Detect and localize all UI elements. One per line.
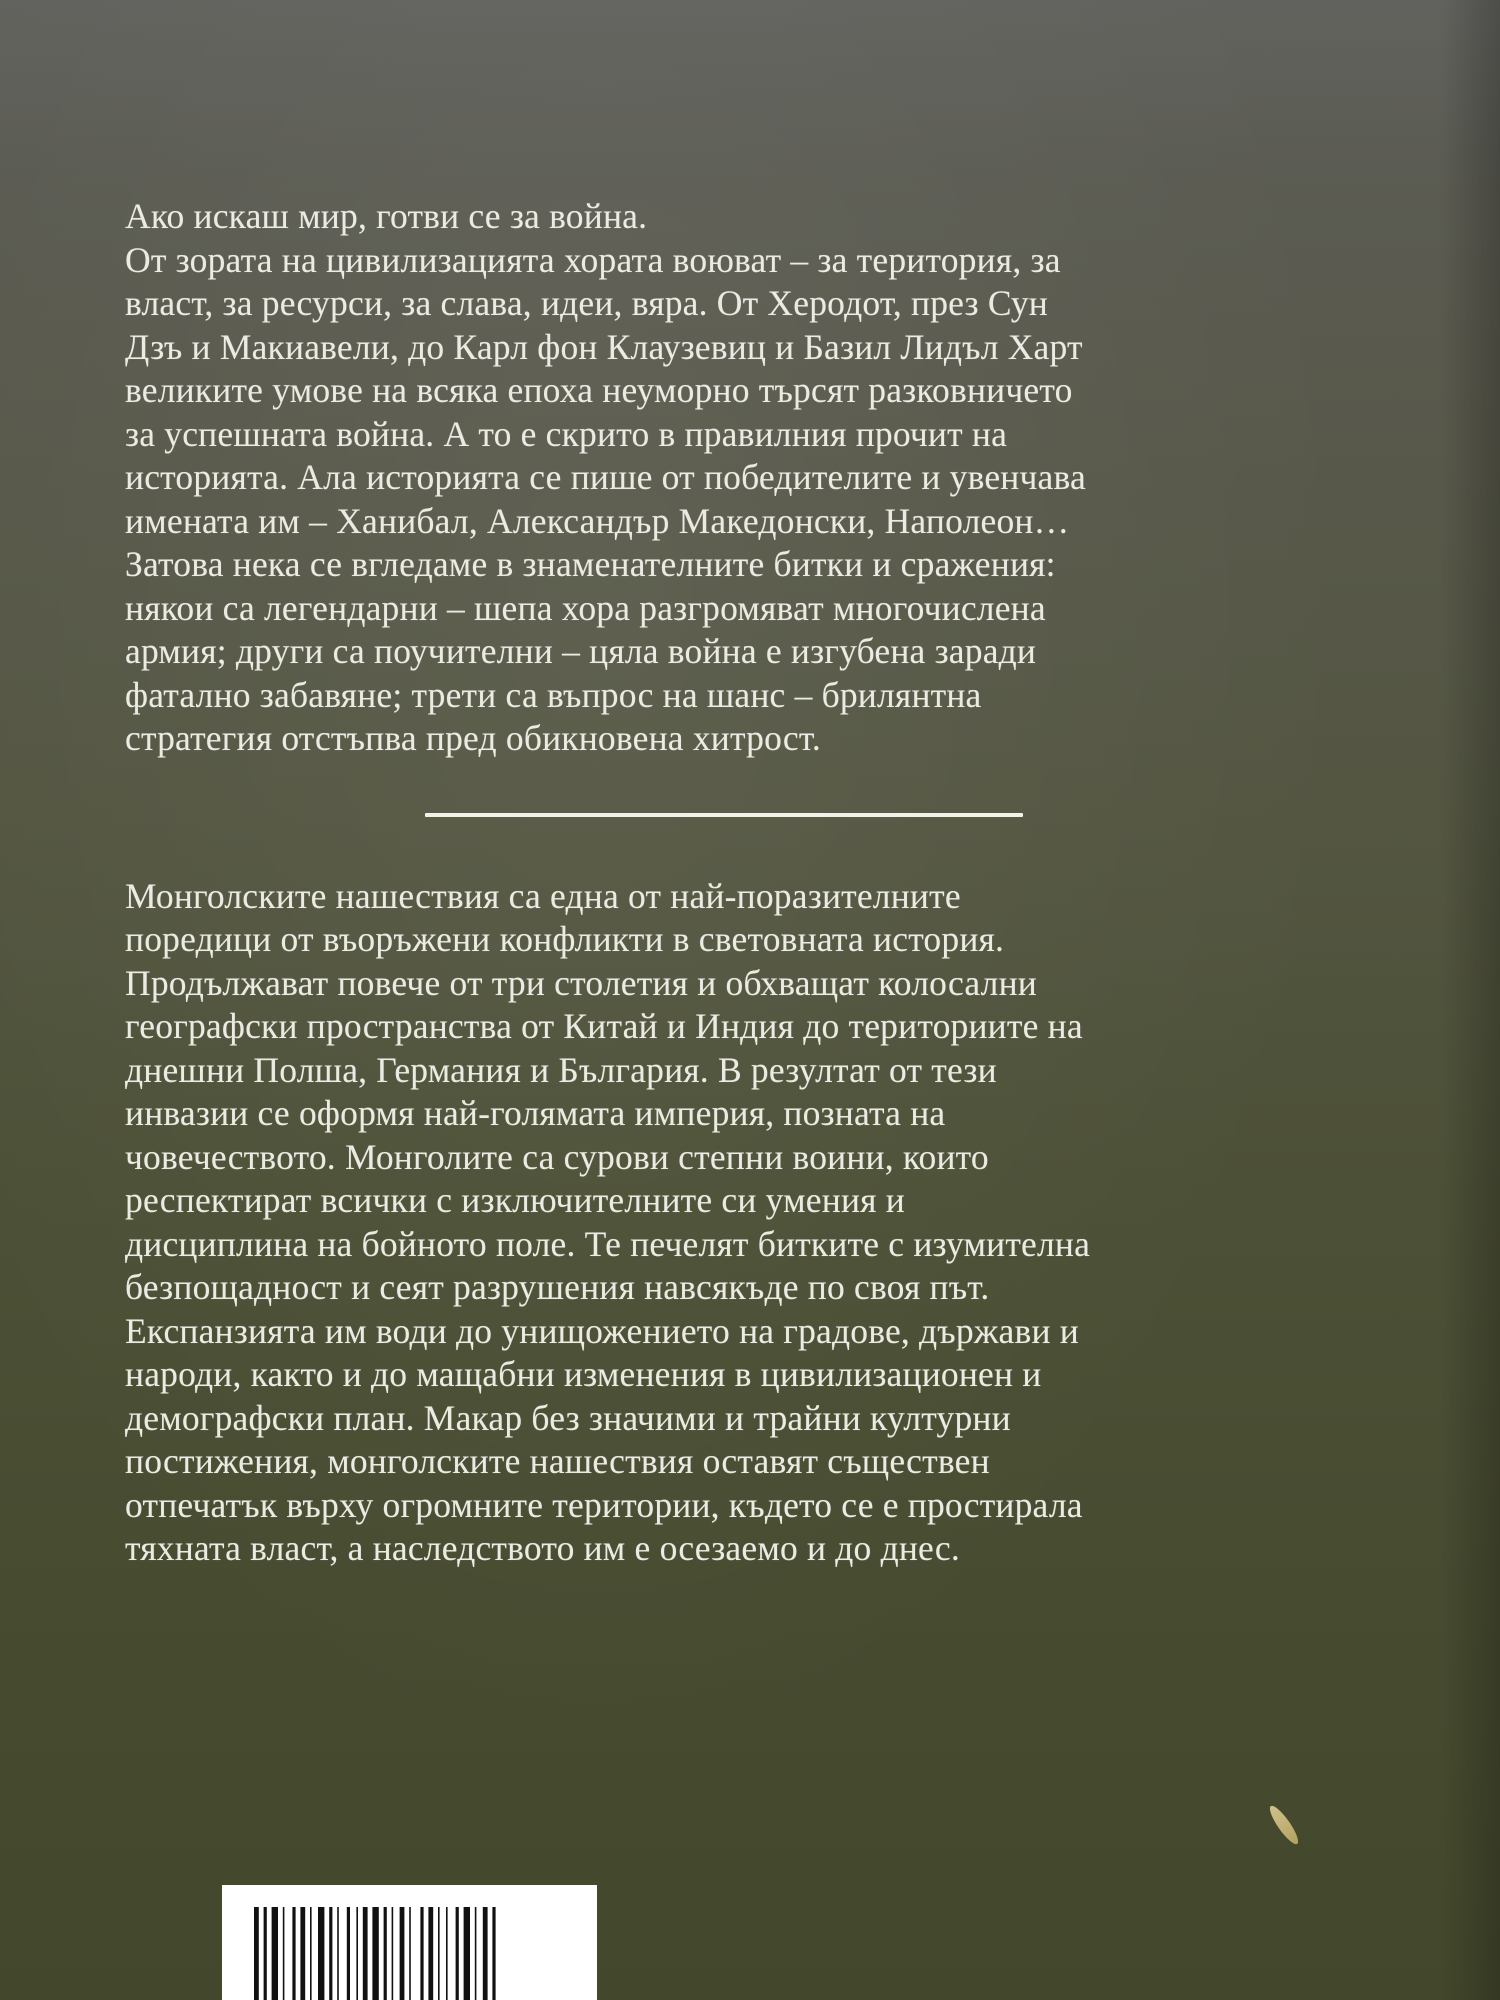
barcode-bar <box>464 1907 470 2000</box>
barcode-bar <box>438 1907 440 2000</box>
section-divider <box>425 813 1023 817</box>
barcode-bar <box>272 1907 278 2000</box>
barcode-bar <box>300 1907 305 2000</box>
barcode-bar <box>446 1907 448 2000</box>
barcode-bar <box>356 1907 358 2000</box>
barcode-bar <box>483 1907 488 2000</box>
book-edge-shadow <box>1440 0 1500 2000</box>
barcode-bar <box>409 1907 411 2000</box>
barcode-bar <box>329 1907 332 2000</box>
barcode-bar <box>363 1907 368 2000</box>
barcode-bar <box>428 1907 433 2000</box>
barcode-bar <box>347 1907 350 2000</box>
background-shade <box>0 0 1500 160</box>
barcode-bar <box>492 1907 495 2000</box>
barcode-bar <box>310 1907 312 2000</box>
barcode-bar <box>384 1907 387 2000</box>
barcode-bar <box>264 1907 267 2000</box>
barcode-bar <box>283 1907 285 2000</box>
barcode-bar <box>392 1907 394 2000</box>
barcode-label <box>222 1885 597 2000</box>
back-cover-text <box>125 195 1335 1571</box>
paragraph-mongol-invasions: Монголските нашествия са една от най-поразителните поредици от въоръжени конфликти в световната история. Продължават повече от три столетия и обхващат колосални географски пространства от Китай и Индия до териториите на днешни Полша, Германия и България. В резултат от тези инвазии се оформя най-голямата империя, позната на човечеството. Монголите са сурови степни воини, които респектират всички с изключителните си умения и дисциплина на бойното поле. Те печелят битките с изумителна безпощадност и сеят разрушения навсякъде по своя път. Експанзията им води до унищожението на градове, държави и народи, както и до мащабни изменения в цивилизационен и демографски план. Макар без значими и трайни културни постижения, монголските нашествия оставят съществен отпечатък върху огромните територии, където се е простирала тяхната власт, а наследството им е осезаемо и до днес. <box>125 875 1091 1568</box>
barcode-bar <box>318 1907 324 2000</box>
barcode-bar <box>337 1907 339 2000</box>
barcode-bar <box>475 1907 477 2000</box>
barcode-bar <box>420 1907 423 2000</box>
leaf-speck <box>1266 1803 1302 1848</box>
barcode-icon <box>254 1907 574 2000</box>
barcode-bar <box>372 1907 378 2000</box>
barcode-bar <box>292 1907 295 2000</box>
barcode-bar <box>400 1907 405 2000</box>
barcode-bar <box>456 1907 459 2000</box>
epigraph: Ако искаш мир, готви се за война. <box>125 196 648 236</box>
barcode-bar <box>254 1907 259 2000</box>
paragraph-intro: От зората на цивилизацията хората воюват – за територия, за власт, за ресурси, за слава, идеи, вяра. От Херодот, през Сун Дзъ и Макиавели, до Карл фон Клаузевиц и Базил Лидъл Харт великите умове на всяка епоха неуморно търсят разковничето за успешната война. А то е скрито в правилния прочит на историята. Ала историята се пише от победителите и увенчава имената им – Ханибал, Александър Македонски, Наполеон… Затова нека се вгледаме в знаменателните битки и сражения: някои са легендарни – шепа хора разгромяват многочислена армия; други са поучителни – цяла война е изгубена заради фатално забавяне; трети са въпрос на шанс – брилянтна стратегия отстъпва пред обикновена хитрост. <box>125 239 1086 758</box>
